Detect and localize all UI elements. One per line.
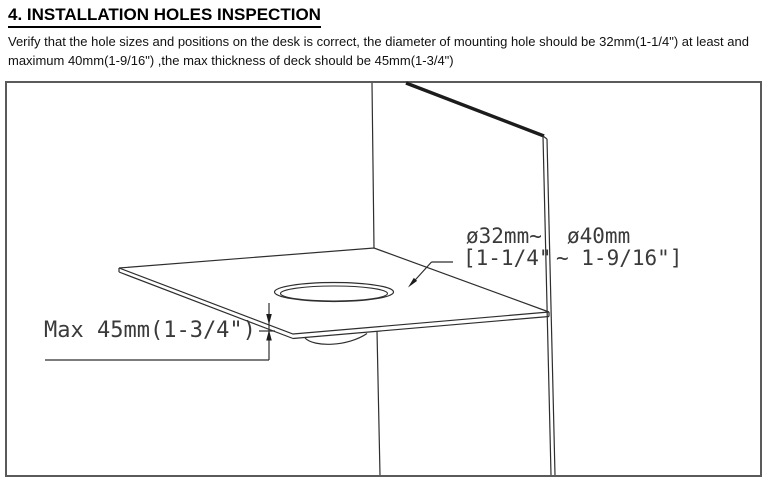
paragraph-line-1: Verify that the hole sizes and positions on the desk is correct, the diameter of mounting hole should be 32mm(1-1/4") at least and: [8, 34, 749, 49]
wall-top-edge: [406, 83, 544, 136]
paragraph-line-2: maximum 40mm(1-9/16") ,the max thickness of deck should be 45mm(1-3/4"): [8, 52, 454, 68]
max-thickness-label: Max 45mm(1-3/4"): [44, 318, 256, 343]
wall-right-edge-inner: [547, 139, 555, 475]
wall-left-edge-upper: [372, 83, 374, 248]
hole-diameter-label-inch-max: ~ 1-9/16"]: [556, 246, 683, 270]
hole-diameter-label-metric-max: ø40mm: [567, 224, 631, 248]
wall-left-edge-lower: [377, 331, 380, 475]
section-title: 4. INSTALLATION HOLES INSPECTION: [8, 5, 321, 28]
wall-right-edge-outer: [543, 136, 551, 475]
hole-diameter-label-metric-min: ø32mm~: [466, 224, 542, 248]
hole-diameter-label-inch-min: [1-1/4": [463, 246, 552, 270]
